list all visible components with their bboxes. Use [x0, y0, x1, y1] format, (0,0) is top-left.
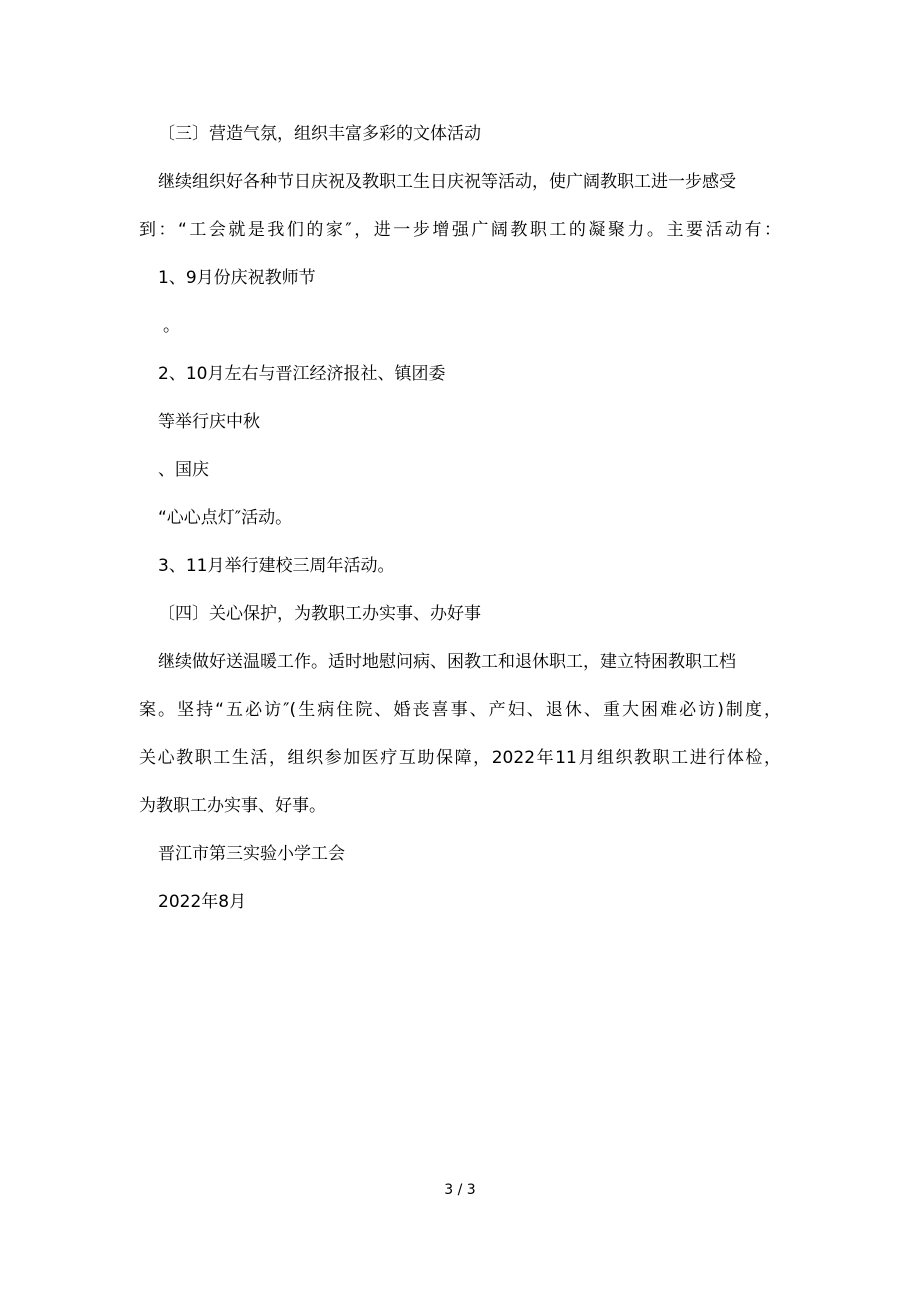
section-heading-4: 〔四〕关心保护，为教职工办实事、办好事	[158, 604, 481, 624]
activity-item: 2、10月左右与晋江经济报社、镇团委	[158, 364, 446, 384]
signature-organization: 晋江市第三实验小学工会	[158, 844, 345, 864]
activity-item-continuation: 、国庆	[158, 460, 209, 480]
page-number: 3 / 3	[444, 1182, 476, 1198]
paragraph-line: 为教职工办实事、好事。	[139, 796, 326, 816]
paragraph-line: 继续组织好各种节日庆祝及教职工生日庆祝等活动，使广阔教职工进一步感受	[158, 172, 736, 192]
activity-item-continuation: 。	[163, 316, 180, 336]
activity-item-continuation: “心心点灯″活动。	[158, 508, 293, 528]
paragraph-line: 继续做好送温暖工作。适时地慰问病、困教工和退休职工，建立特困教职工档	[158, 652, 736, 672]
activity-item: 1、9月份庆祝教师节	[158, 268, 316, 288]
paragraph-line: 到：“工会就是我们的家″，进一步增强广阔教职工的凝聚力。主要活动有：	[139, 220, 781, 240]
paragraph-line: 案。坚持“五必访″(生病住院、婚丧喜事、产妇、退休、重大困难必访)制度，	[139, 700, 781, 720]
activity-item-continuation: 等举行庆中秋	[158, 412, 260, 432]
paragraph-line: 关心教职工生活，组织参加医疗互助保障，2022年11月组织教职工进行体检，	[139, 748, 781, 768]
activity-item: 3、11月举行建校三周年活动。	[158, 556, 395, 576]
signature-date: 2022年8月	[158, 892, 247, 912]
section-heading-3: 〔三〕营造气氛，组织丰富多彩的文体活动	[158, 124, 481, 144]
